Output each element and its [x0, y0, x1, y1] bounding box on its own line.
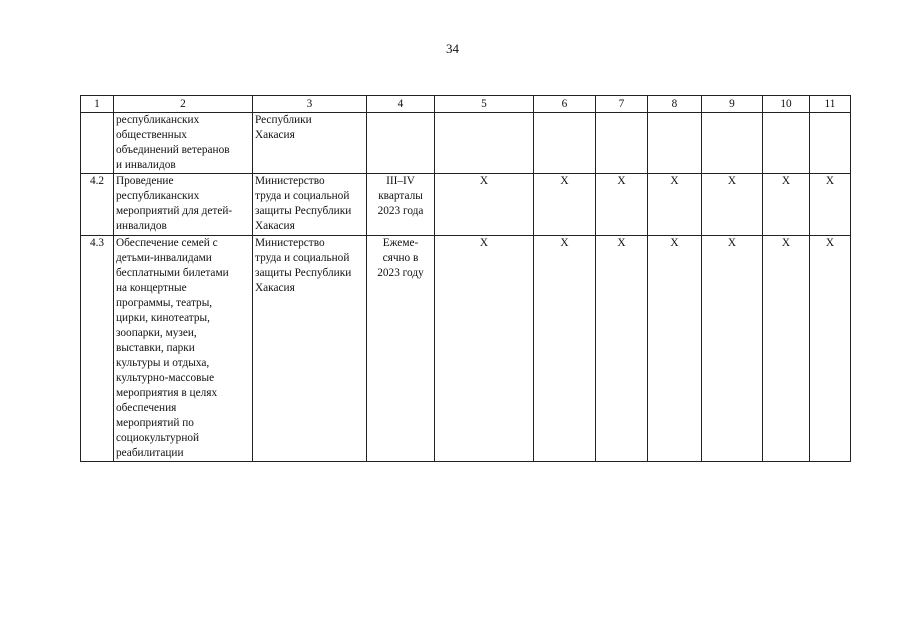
mark-cell: Х	[596, 174, 648, 236]
row-number: 4.2	[81, 174, 114, 236]
mark-cell: Х	[435, 236, 534, 462]
event-cell	[114, 174, 253, 236]
mark-cell: Х	[596, 236, 648, 462]
table-row	[81, 113, 851, 174]
period-cell	[367, 236, 435, 462]
mark-cell: Х	[648, 236, 702, 462]
mark-cell: Х	[810, 174, 851, 236]
header-cell: 2	[114, 96, 253, 113]
header-cell: 11	[810, 96, 851, 113]
header-cell: 3	[253, 96, 367, 113]
event-text: Проведение республиканских мероприятий для детей- инвалидов	[116, 175, 233, 232]
header-cell: 5	[435, 96, 534, 113]
row-number	[81, 113, 114, 174]
mark-cell: Х	[810, 236, 851, 462]
header-cell: 7	[596, 96, 648, 113]
mark-cell: Х	[648, 174, 702, 236]
header-cell: 4	[367, 96, 435, 113]
mark-cell: Х	[534, 174, 596, 236]
executor-text: Министерство труда и социальной защиты Республики Хакасия	[255, 237, 352, 294]
executor-text: Республики Хакасия	[255, 114, 312, 141]
period-cell	[367, 174, 435, 236]
executor-cell	[253, 174, 367, 236]
event-text: Обеспечение семей с детьми-инвалидами бесплатными билетами на концертные программы, театры, цирки, кинотеатры, зоопарки, музеи, выставки, парки культуры и отдыха, культурно-массовые мероприятия в целях обеспечения мероприятий по социокультурной реабилитации	[116, 237, 229, 459]
mark-cell	[810, 113, 851, 174]
mark-cell: Х	[702, 236, 763, 462]
executor-text: Министерство труда и социальной защиты Республики Хакасия	[255, 175, 352, 232]
mark-cell	[763, 113, 810, 174]
mark-cell	[648, 113, 702, 174]
header-cell: 8	[648, 96, 702, 113]
period-text: III–IV кварталы 2023 года	[377, 175, 424, 217]
period-text: Ежеме- сячно в 2023 году	[377, 237, 424, 279]
mark-cell: Х	[534, 236, 596, 462]
event-cell	[114, 113, 253, 174]
period-cell	[367, 113, 435, 174]
event-cell	[114, 236, 253, 462]
table-row	[81, 236, 851, 462]
mark-cell: Х	[763, 236, 810, 462]
page-number: 34	[446, 41, 459, 56]
header-cell: 10	[763, 96, 810, 113]
header-cell: 9	[702, 96, 763, 113]
mark-cell	[596, 113, 648, 174]
mark-cell	[435, 113, 534, 174]
mark-cell	[702, 113, 763, 174]
header-row	[81, 96, 851, 113]
row-number: 4.3	[81, 236, 114, 462]
mark-cell: Х	[435, 174, 534, 236]
table-row	[81, 174, 851, 236]
executor-cell	[253, 236, 367, 462]
event-text: республиканских общественных объединений ветеранов и инвалидов	[116, 114, 230, 171]
mark-cell: Х	[702, 174, 763, 236]
mark-cell	[534, 113, 596, 174]
executor-cell	[253, 113, 367, 174]
mark-cell: Х	[763, 174, 810, 236]
plan-table	[80, 95, 851, 462]
header-cell: 6	[534, 96, 596, 113]
header-cell: 1	[81, 96, 114, 113]
